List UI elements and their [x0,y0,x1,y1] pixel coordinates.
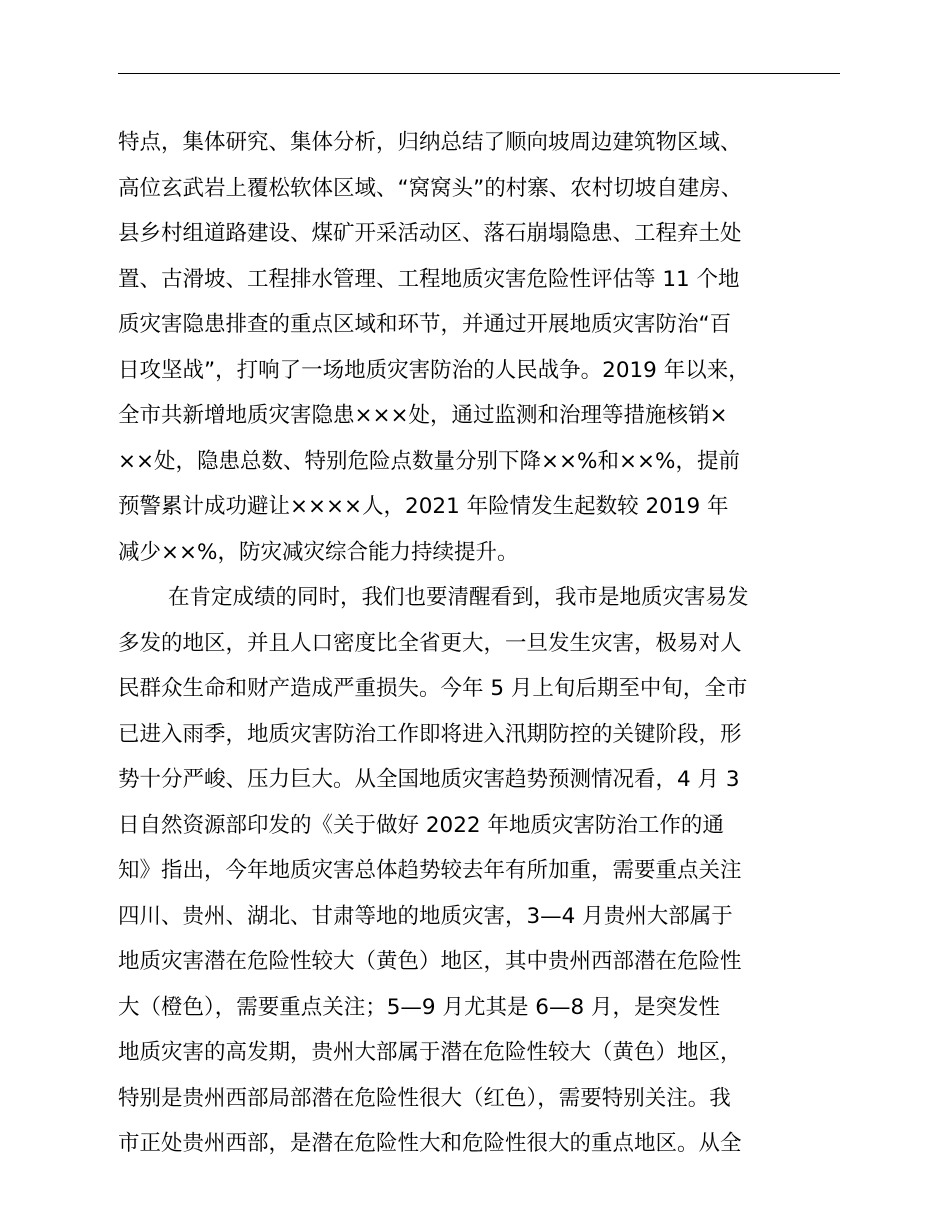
text-line: 多发的地区，并且人口密度比全省更大，一旦发生灾害，极易对人 [118,630,742,656]
text-line: ××处，隐患总数、特别危险点数量分别下降××%和××%，提前 [118,448,740,474]
body-text [118,120,842,1167]
text-line: 四川、贵州、湖北、甘肃等地的地质灾害，3—4 月贵州大部属于 [118,903,733,929]
text-line: 预警累计成功避让××××人，2021 年险情发生起数较 2019 年 [118,494,729,519]
text-line: 市正处贵州西部，是潜在危险性大和危险性很大的重点地区。从全 [118,1131,742,1156]
text-line: 大（橙色），需要重点关注；5—9 月尤其是 6—8 月，是突发性 [118,994,720,1020]
text-line: 减少××%，防灾减灾综合能力持续提升。 [118,539,519,565]
text-line: 日攻坚战”，打响了一场地质灾害防治的人民战争。2019 年以来， [118,357,750,383]
text-line: 已进入雨季，地质灾害防治工作即将进入汛期防控的关键阶段，形 [118,721,742,747]
text-line: 高位玄武岩上覆松软体区域、“窝窝头”的村寨、农村切坡自建房、 [118,175,743,201]
text-line: 地质灾害的高发期，贵州大部属于潜在危险性较大（黄色）地区， [118,1040,742,1065]
text-line: 民群众生命和财产造成严重损失。今年 5 月上旬后期至中旬，全市 [118,676,748,701]
text-line: 日自然资源部印发的《关于做好 2022 年地质灾害防治工作的通 [118,812,724,838]
text-line: 置、古滑坡、工程排水管理、工程地质灾害危险性评估等 11 个地 [118,266,740,292]
text-line: 特别是贵州西部局部潜在危险性很大（红色），需要特别关注。我 [118,1085,731,1111]
text-line: 特点，集体研究、集体分析，归纳总结了顺向坡周边建筑物区域、 [118,130,742,155]
paragraph-first-line: 在肯定成绩的同时，我们也要清醒看到，我市是地质灾害易发 [168,585,749,610]
text-line: 质灾害隐患排查的重点区域和环节，并通过开展地质灾害防治“百 [118,312,732,337]
text-line: 势十分严峻、压力巨大。从全国地质灾害趋势预测情况看，4 月 3 [118,767,740,792]
text-line: 全市共新增地质灾害隐患×××处，通过监测和治理等措施核销× [118,403,728,428]
header-rule [118,73,840,74]
text-line: 县乡村组道路建设、煤矿开采活动区、落石崩塌隐患、工程弃土处 [118,221,742,246]
text-line: 地质灾害潜在危险性较大（黄色）地区，其中贵州西部潜在危险性 [118,949,742,974]
text-line: 知》指出，今年地质灾害总体趋势较去年有所加重，需要重点关注 [118,858,742,883]
